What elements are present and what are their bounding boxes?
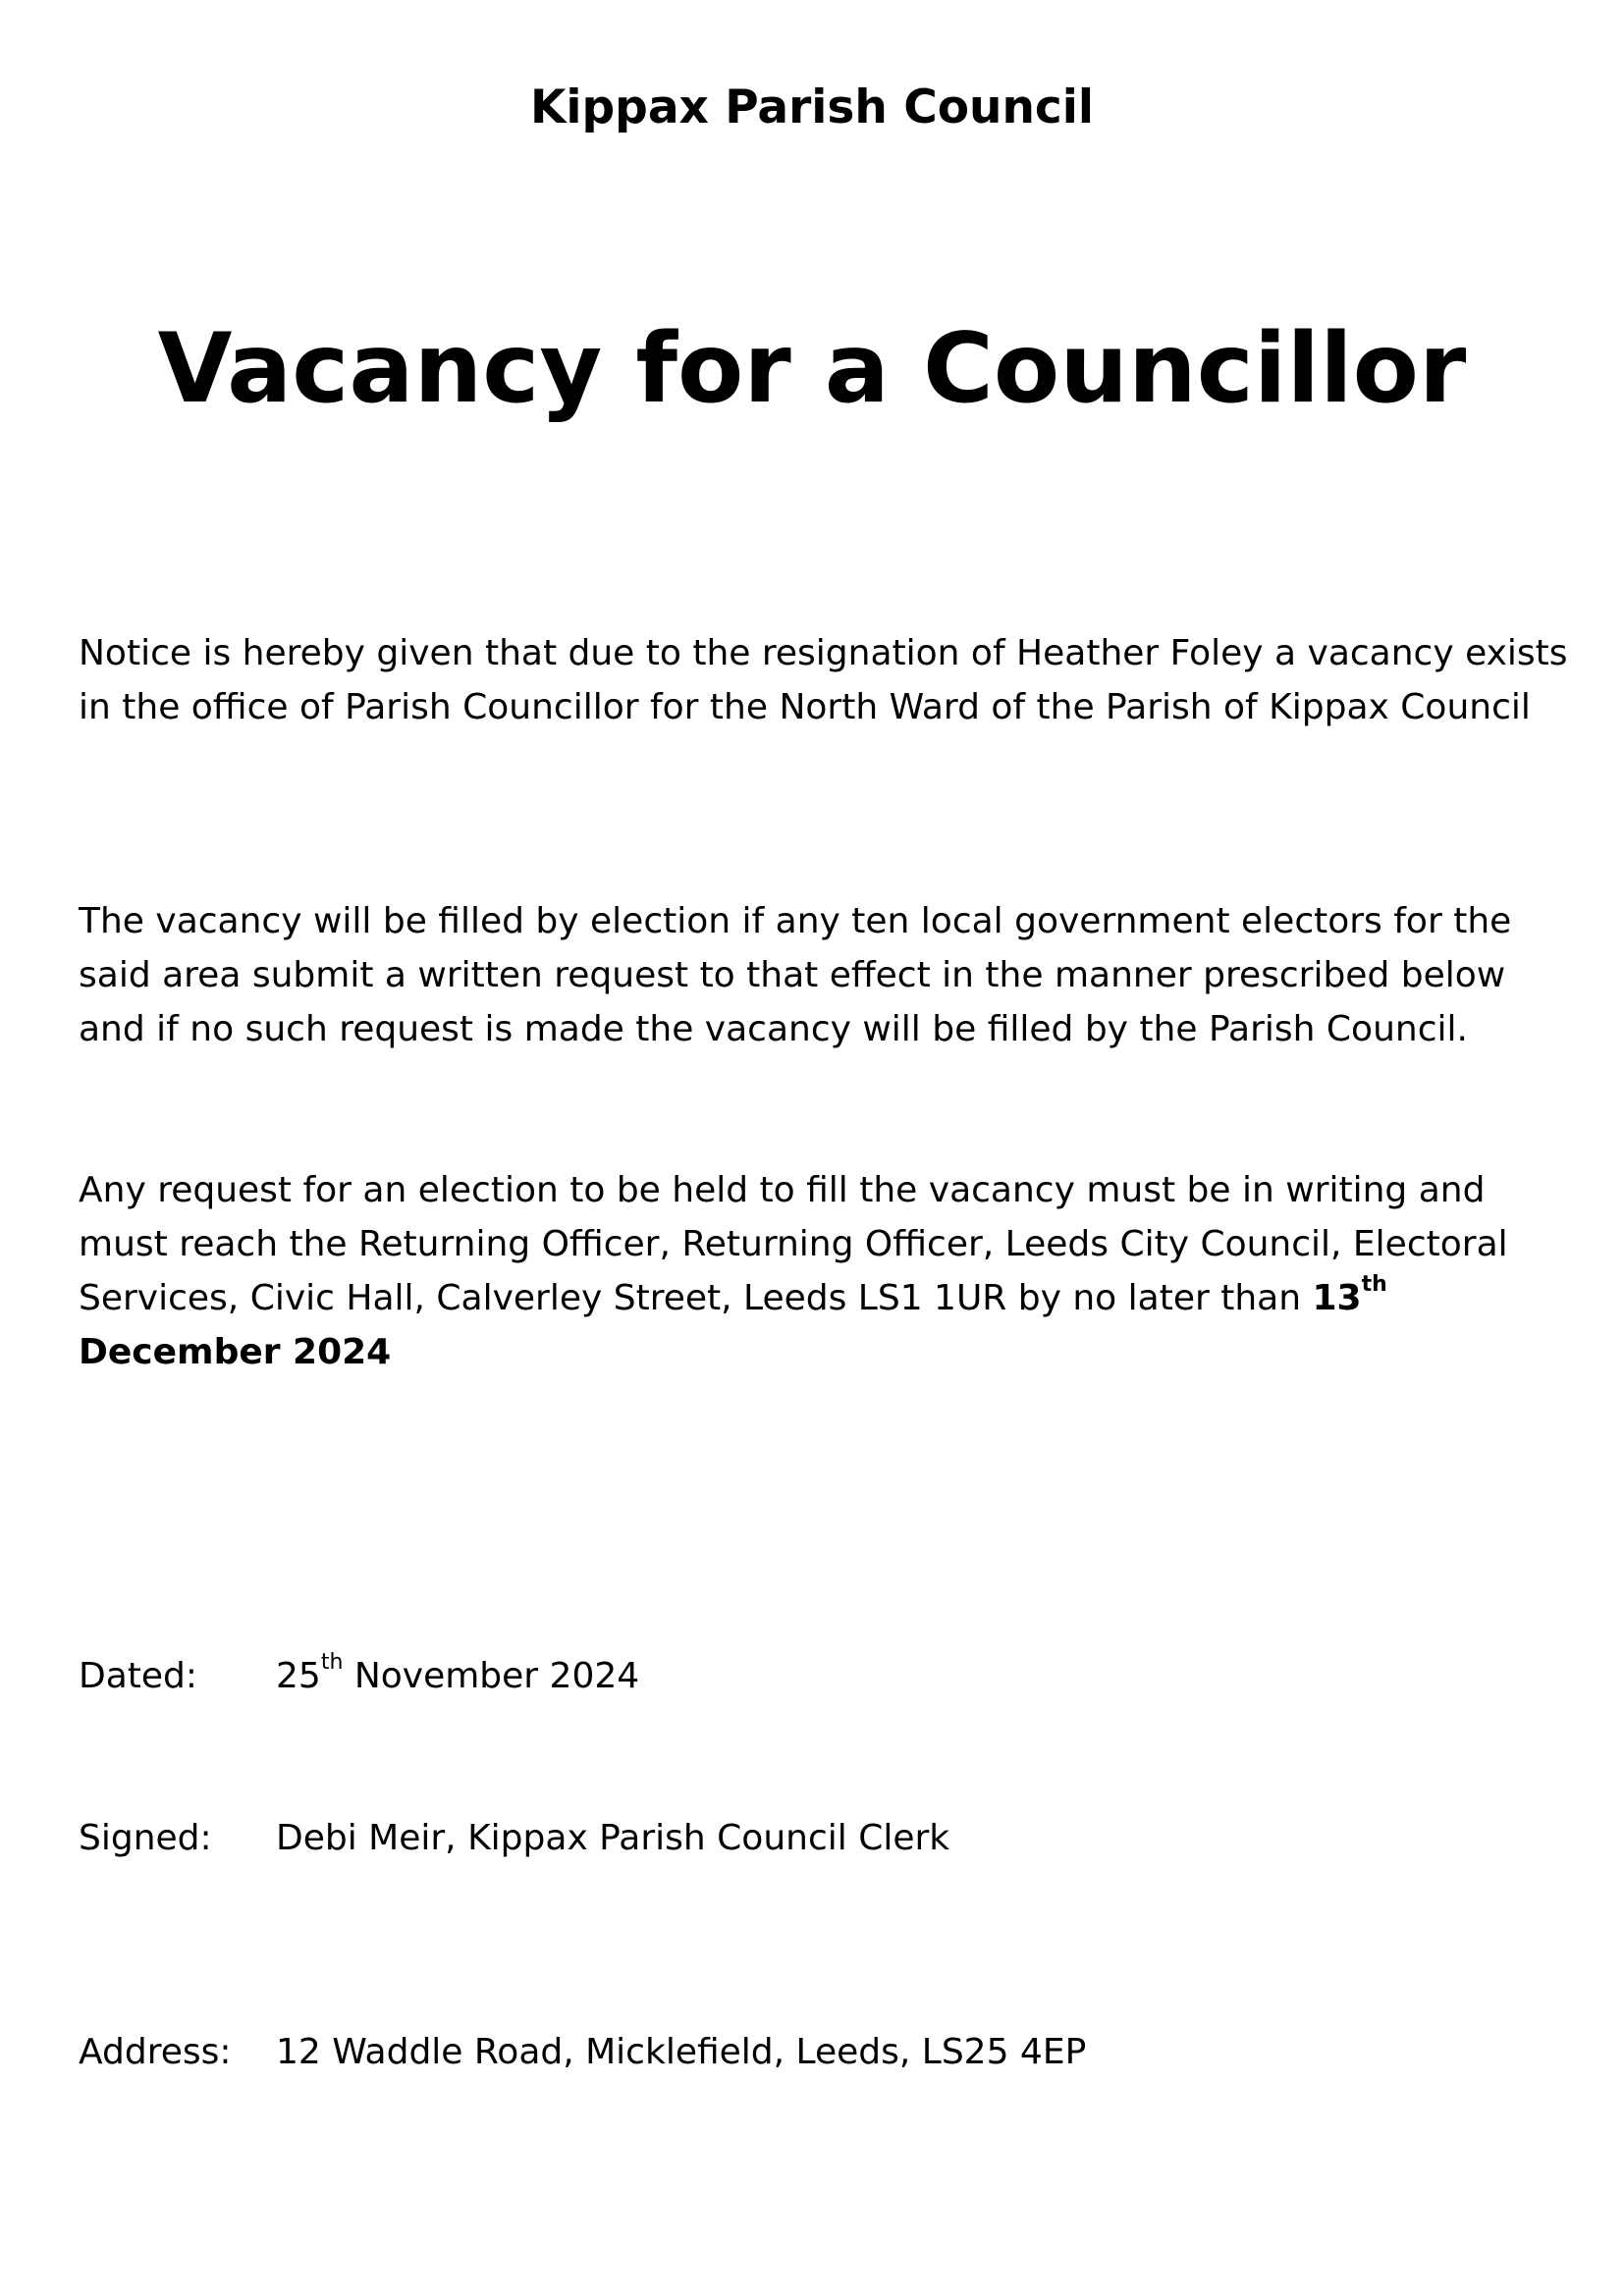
- address-value: 12 Waddle Road, Micklefield, Leeds, LS25 4EP: [276, 2032, 1087, 2072]
- dated-suffix: th: [320, 1650, 344, 1675]
- signed-label: Signed:: [79, 1818, 212, 1858]
- notice-paragraph-resignation: Notice is hereby given that due to the resignation of Heather Foley a vacancy exists in the office of Parish Councillor for the North Ward of the Parish of Kippax Council: [79, 633, 1568, 727]
- signed-row: [79, 1811, 949, 1865]
- notice-paragraph-election: The vacancy will be filled by election if any ten local government electors for the said area submit a written request to that effect in the manner prescribed below and if no such request is made the vacancy will be filled by the Parish Council.: [79, 901, 1512, 1049]
- address-row: [79, 2025, 1086, 2079]
- dated-month-year: November 2024: [343, 1656, 640, 1696]
- deadline-suffix: th: [1361, 1272, 1387, 1297]
- request-text: Any request for an election to be held to fill the vacancy must be in writing and must reach the Returning Officer, Returning Officer, Leeds City Council, Electoral Services, Civic Hall, Calverley Street, Leeds LS1 1UR by no later than: [79, 1170, 1508, 1318]
- dated-day: 25: [276, 1656, 321, 1696]
- address-label: Address:: [79, 2032, 232, 2072]
- organization-name: Kippax Parish Council: [530, 80, 1094, 134]
- page-title: Vacancy for a Councillor: [157, 313, 1467, 425]
- dated-value: [276, 1650, 640, 1696]
- notice-paragraph-request: [79, 1163, 1571, 1379]
- dated-label: Dated:: [79, 1656, 198, 1696]
- deadline-month-year: December 2024: [79, 1332, 392, 1372]
- deadline-day: 13: [1312, 1278, 1362, 1318]
- signed-value: Debi Meir, Kippax Parish Council Clerk: [276, 1818, 950, 1858]
- dated-row: [79, 1649, 639, 1703]
